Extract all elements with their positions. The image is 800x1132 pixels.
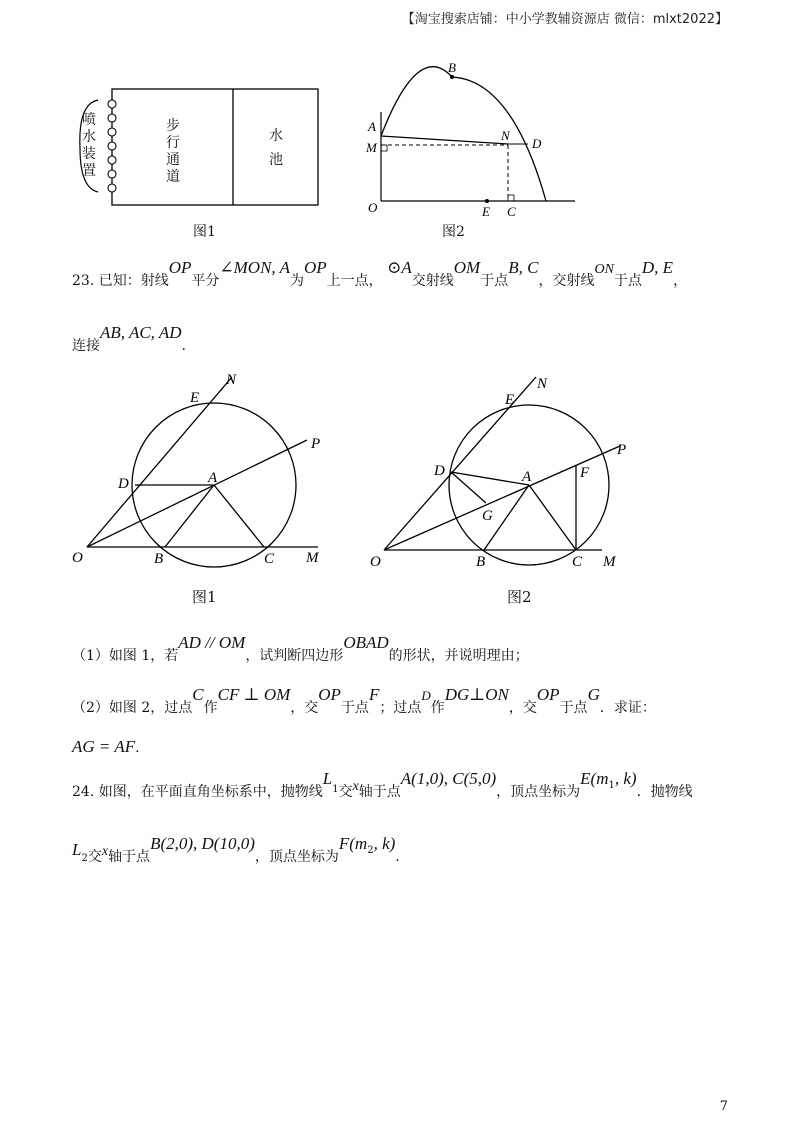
label-E: E bbox=[505, 392, 515, 408]
q23-fig1-caption: 图1 bbox=[192, 588, 217, 606]
math: D, E bbox=[641, 258, 674, 277]
math: OP bbox=[536, 685, 560, 704]
math: C bbox=[192, 685, 204, 704]
nozzle bbox=[108, 100, 116, 108]
math: OBAD bbox=[343, 633, 389, 652]
label-O: O bbox=[72, 550, 83, 566]
nozzle bbox=[108, 170, 116, 178]
math: x bbox=[352, 779, 359, 794]
text: 于点 bbox=[613, 273, 642, 289]
sprinkler-nozzles bbox=[108, 100, 116, 192]
sprinkler-label: 喷水装置 bbox=[82, 112, 96, 179]
subscript: 1 bbox=[332, 783, 339, 795]
q23-fig1-labels bbox=[72, 372, 320, 567]
math: OP bbox=[304, 258, 327, 277]
q24-line2 bbox=[72, 834, 400, 873]
water-parabola bbox=[381, 67, 546, 201]
walkway-label: 步行通道 bbox=[166, 118, 180, 185]
nozzle bbox=[108, 142, 116, 150]
subscript: 2 bbox=[81, 852, 88, 864]
q23-connect bbox=[72, 323, 186, 356]
label-P: P bbox=[617, 442, 627, 458]
text: 于点 bbox=[480, 273, 509, 289]
ray-ON bbox=[87, 377, 232, 547]
text: 连接 bbox=[72, 338, 100, 354]
text: ，交射线 bbox=[538, 273, 595, 289]
ray-OP bbox=[87, 440, 307, 547]
right-angle-M bbox=[381, 145, 387, 151]
label-C: C bbox=[572, 554, 583, 570]
point-E bbox=[485, 199, 489, 203]
math: G bbox=[587, 685, 600, 704]
math: AB, AC, AD bbox=[100, 323, 182, 342]
math: A(1,0), C(5,0) bbox=[400, 769, 497, 788]
math: L bbox=[72, 840, 82, 859]
label-E: E bbox=[482, 204, 490, 219]
right-angle-C bbox=[508, 195, 514, 201]
top-figures bbox=[0, 0, 800, 250]
label-B: B bbox=[448, 60, 456, 75]
label-P: P bbox=[311, 436, 321, 452]
text: ，顶点坐标为 bbox=[496, 784, 581, 800]
q23-figures bbox=[0, 360, 800, 610]
segment-AC bbox=[214, 485, 264, 547]
text: （2）如图 2，过点 bbox=[72, 700, 193, 716]
math: B(2,0), D(10,0) bbox=[150, 834, 255, 853]
text: 作 bbox=[203, 700, 218, 716]
math: AD // OM bbox=[178, 633, 246, 652]
text: 作 bbox=[430, 700, 445, 716]
q24-line1 bbox=[72, 769, 693, 808]
label-A: A bbox=[522, 469, 532, 485]
math: F bbox=[368, 685, 380, 704]
text: 的形状，并说明理由； bbox=[388, 648, 529, 664]
pool-label: 水池 bbox=[269, 128, 283, 168]
q23-intro bbox=[72, 258, 688, 292]
q23-part2-conclusion bbox=[72, 737, 140, 758]
label-N: N bbox=[537, 376, 548, 392]
q23-text: 23. 已知：射线 bbox=[72, 273, 169, 289]
page-number: 7 bbox=[719, 1099, 728, 1114]
q23-fig1 bbox=[87, 377, 321, 567]
math: OP bbox=[318, 685, 341, 704]
math: CF ⊥ OM bbox=[217, 685, 291, 704]
top-fig1-caption: 图1 bbox=[193, 224, 216, 240]
math: , k) bbox=[373, 834, 396, 853]
text: ，交 bbox=[508, 700, 537, 716]
q23-fig2-labels bbox=[370, 376, 626, 570]
top-fig2-caption: 图2 bbox=[442, 224, 465, 240]
label-M: M bbox=[306, 550, 319, 566]
math: D bbox=[421, 688, 431, 703]
label-N: N bbox=[501, 128, 510, 143]
label-B: B bbox=[476, 554, 486, 570]
label-C: C bbox=[264, 551, 275, 567]
label-A: A bbox=[368, 119, 376, 134]
nozzle bbox=[108, 114, 116, 122]
garden-outline bbox=[112, 89, 318, 205]
label-D: D bbox=[434, 463, 445, 479]
text: 轴于点 bbox=[358, 784, 401, 800]
label-O: O bbox=[368, 200, 378, 215]
math: ON bbox=[594, 262, 614, 277]
text: ；过点 bbox=[379, 700, 422, 716]
text: ，顶点坐标为 bbox=[254, 849, 339, 865]
math: L bbox=[322, 769, 333, 788]
math: F(m bbox=[338, 834, 368, 853]
text: ．抛物线 bbox=[636, 784, 693, 800]
q23-part1 bbox=[72, 633, 529, 666]
math: DG⊥ON bbox=[444, 685, 509, 704]
text: ．求证： bbox=[599, 700, 656, 716]
label-N: N bbox=[226, 372, 237, 388]
subscript: 2 bbox=[367, 844, 374, 856]
nozzle bbox=[108, 128, 116, 136]
point-B bbox=[450, 75, 454, 79]
text: ，试判断四边形 bbox=[245, 648, 344, 664]
label-O: O bbox=[370, 554, 381, 570]
text: 为 bbox=[290, 273, 304, 289]
math: OP bbox=[168, 258, 192, 277]
text: ， bbox=[673, 273, 688, 289]
label-E: E bbox=[190, 390, 200, 406]
ray-OP bbox=[384, 446, 620, 550]
math: E(m bbox=[580, 769, 609, 788]
math: B, C bbox=[508, 258, 539, 277]
text: ，交 bbox=[290, 700, 319, 716]
q23-fig2-caption: 图2 bbox=[507, 588, 532, 606]
label-B: B bbox=[154, 551, 164, 567]
text: . bbox=[181, 338, 186, 354]
segment-AN bbox=[381, 136, 508, 144]
math: ∠MON, A bbox=[219, 258, 290, 277]
label-M: M bbox=[366, 140, 377, 155]
q23-part2 bbox=[72, 685, 656, 718]
nozzle bbox=[108, 184, 116, 192]
text: 轴于点 bbox=[108, 849, 151, 865]
label-C: C bbox=[507, 204, 516, 219]
segment-AC bbox=[529, 485, 576, 550]
segment-AB bbox=[165, 485, 214, 547]
text: . bbox=[135, 740, 140, 756]
text: 平分 bbox=[191, 273, 220, 289]
label-D: D bbox=[118, 476, 129, 492]
math: , k) bbox=[614, 769, 637, 788]
label-F: F bbox=[580, 465, 590, 481]
label-G: G bbox=[482, 508, 493, 524]
text: 于点 bbox=[340, 700, 369, 716]
subscript: 1 bbox=[608, 779, 615, 791]
label-D: D bbox=[532, 136, 542, 151]
nozzle bbox=[108, 156, 116, 164]
math: x bbox=[101, 844, 109, 859]
text: 交 bbox=[87, 849, 102, 865]
math: AG = AF bbox=[72, 737, 136, 756]
math: OM bbox=[453, 258, 481, 277]
text: 交射线 bbox=[411, 273, 454, 289]
text: （1）如图 1，若 bbox=[72, 648, 179, 664]
text: 于点 bbox=[559, 700, 588, 716]
top-fig2 bbox=[365, 60, 575, 219]
text: . bbox=[395, 849, 400, 865]
text: 上一点， bbox=[326, 273, 383, 289]
page-header: 【淘宝搜索店铺：中小学教辅资源店 微信：mlxt2022】 bbox=[401, 12, 728, 27]
math: ⊙A bbox=[387, 258, 412, 277]
text: 交 bbox=[338, 784, 353, 800]
text: 24. 如图，在平面直角坐标系中，抛物线 bbox=[72, 784, 323, 800]
label-A: A bbox=[208, 470, 218, 486]
label-M: M bbox=[603, 554, 616, 570]
